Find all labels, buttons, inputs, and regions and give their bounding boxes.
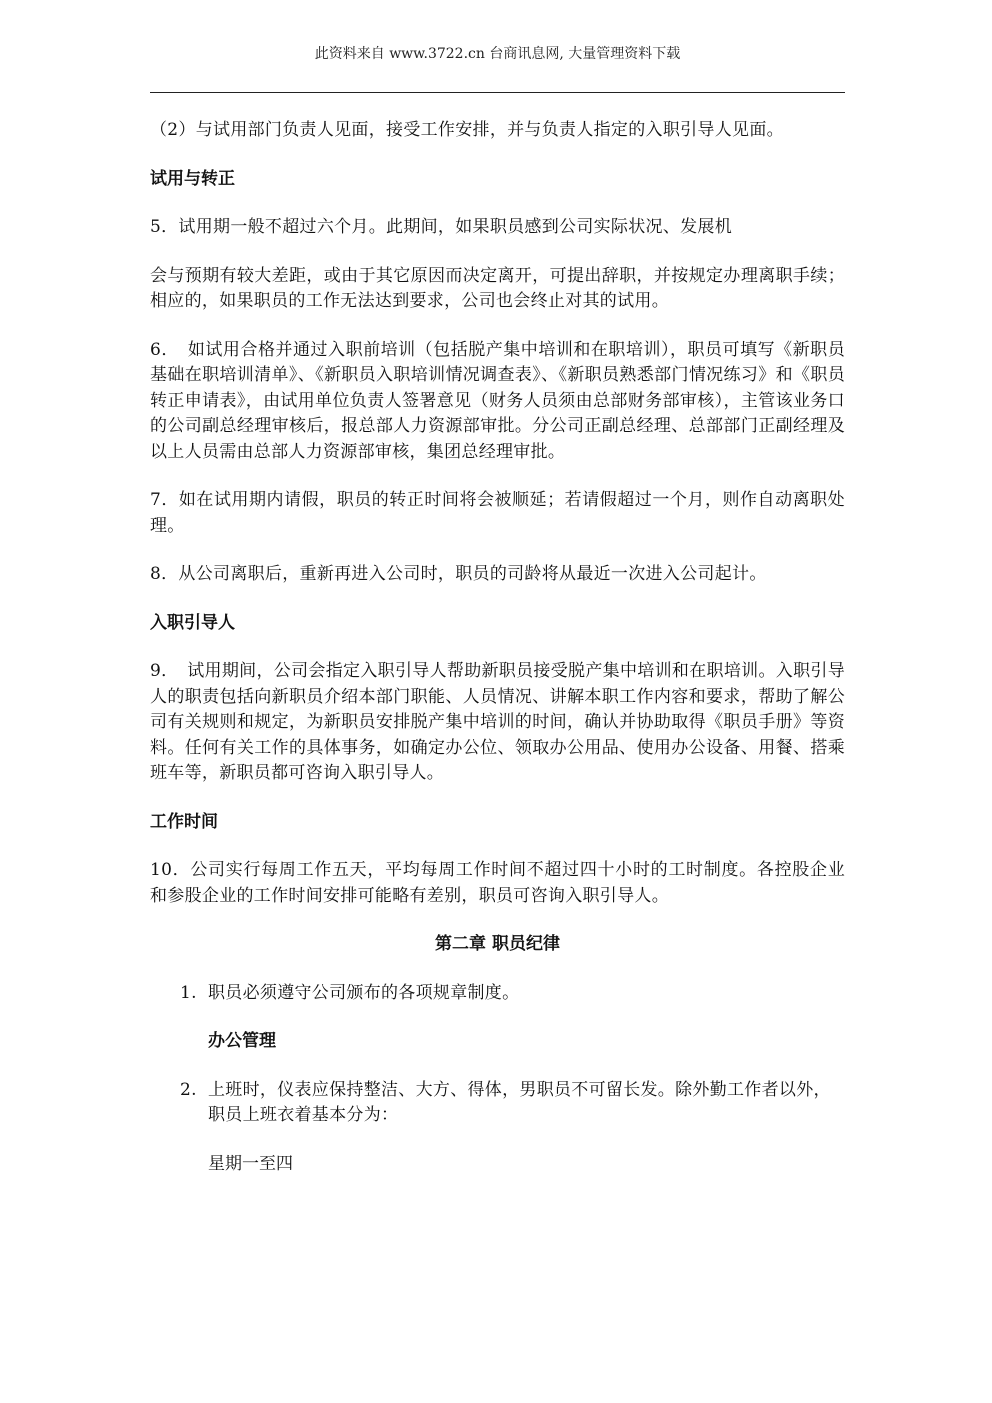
weekday-label: 星期一至四 [208, 1153, 293, 1174]
paragraph-9: 9． 试用期间，公司会指定入职引导人帮助新职员接受脱产集中培训和在职培训。入职引导人的职责包括向新职员介绍本部门职能、人员情况、讲解本职工作内容和要求，帮助了解公司有关规则和规定，为新职员安排脱产集中培训的时间，确认并协助取得《职员手册》等资料。任何有关工作的具体事务，如确定办公位、领取办公用品、使用办公设备、用餐、搭乘班车等，新职员都可咨询入职引导人。 [150, 661, 845, 783]
chapter-heading: 第二章 职员纪律 [435, 934, 560, 954]
section-heading-guide: 入职引导人 [150, 612, 235, 633]
list-item-2 [180, 1078, 845, 1129]
section-heading-trial: 试用与转正 [150, 168, 235, 189]
paragraph-8: 8．从公司离职后，重新再进入公司时，职员的司龄将从最近一次进入公司起计。 [150, 564, 767, 584]
list-item-number: 2. [180, 1079, 197, 1100]
list-item-number: 1. [180, 982, 197, 1003]
section-heading-hours: 工作时间 [150, 811, 218, 832]
page-header: 此资料来自 www.3722.cn 台商讯息网, 大量管理资料下载 [314, 46, 681, 62]
paragraph-5-line1: 5．试用期一般不超过六个月。此期间，如果职员感到公司实际状况、发展机 [150, 217, 733, 237]
list-item-text: 上班时，仪表应保持整洁、大方、得体，男职员不可留长发。除外勤工作者以外，职员上班衣着基本分为： [208, 1079, 831, 1125]
list-item-1 [180, 981, 845, 1007]
paragraph-2: （2）与试用部门负责人见面，接受工作安排，并与负责人指定的入职引导人见面。 [150, 120, 784, 140]
paragraph-5-continued: 会与预期有较大差距，或由于其它原因而决定离开，可提出辞职，并按规定办理离职手续；相应的，如果职员的工作无法达到要求，公司也会终止对其的试用。 [150, 265, 845, 311]
subsection-heading-office: 办公管理 [208, 1031, 276, 1051]
paragraph-7: 7．如在试用期内请假，职员的转正时间将会被顺延；若请假超过一个月，则作自动离职处理。 [150, 490, 845, 536]
paragraph-6: 6． 如试用合格并通过入职前培训（包括脱产集中培训和在职培训），职员可填写《新职员基础在职培训清单》、《新职员入职培训情况调查表》、《新职员熟悉部门情况练习》和《职员转正申请表》，由试用单位负责人签署意见（财务人员须由总部财务部审核），主管该业务口的公司副总经理审核后，报总部人力资源部审批。分公司正副总经理、总部部门正副经理及以上人员需由总部人力资源部审核，集团总经理审批。 [150, 339, 845, 462]
list-item-text: 职员必须遵守公司颁布的各项规章制度。 [208, 982, 520, 1003]
header-divider [150, 92, 845, 93]
document-body [150, 118, 845, 1177]
paragraph-10: 10．公司实行每周工作五天，平均每周工作时间不超过四十小时的工时制度。各控股企业和参股企业的工作时间安排可能略有差别，职员可咨询入职引导人。 [150, 860, 845, 906]
